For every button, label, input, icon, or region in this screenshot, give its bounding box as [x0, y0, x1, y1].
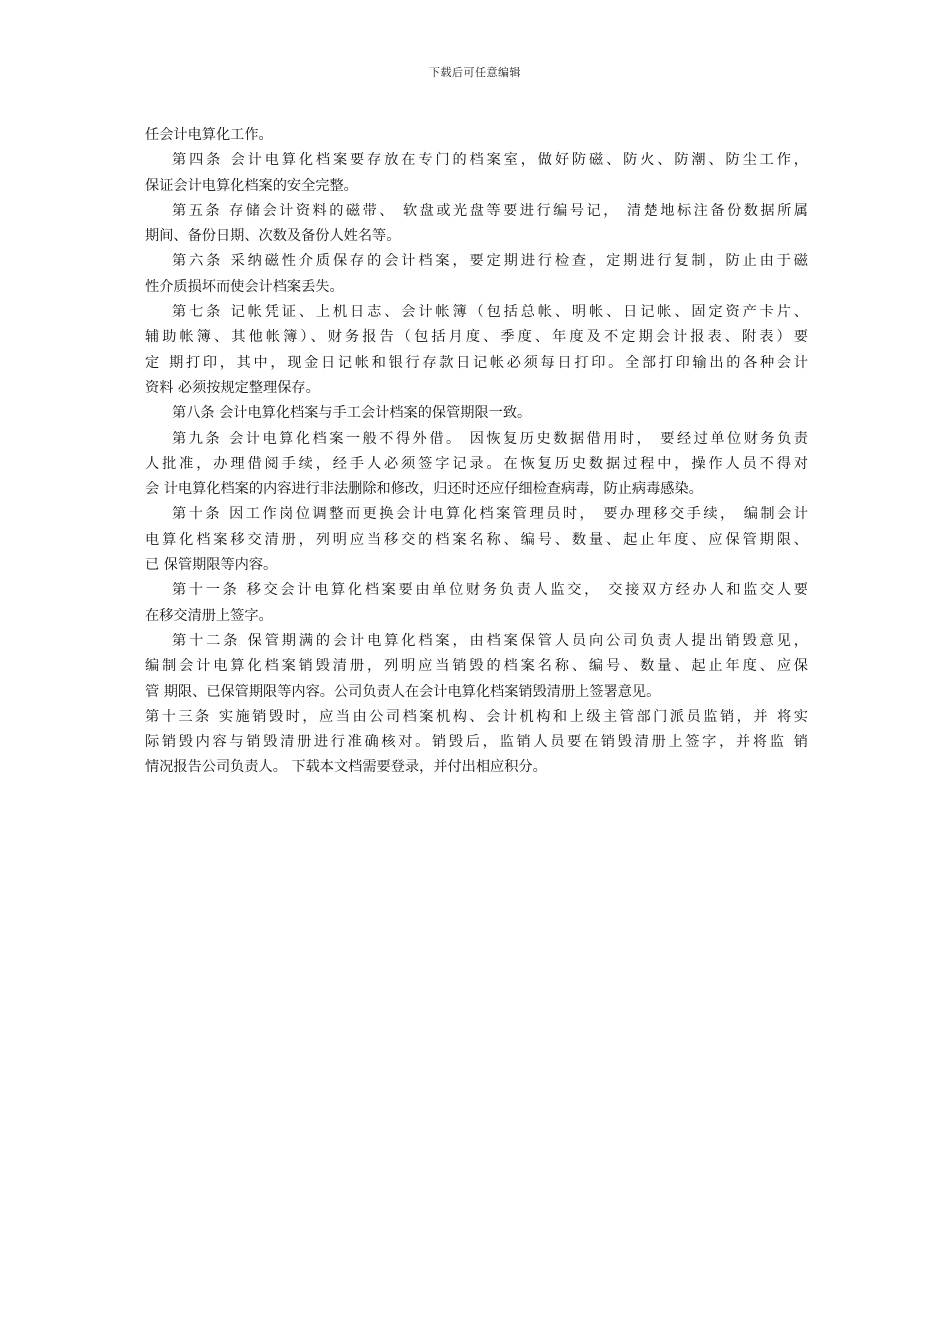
text-line: 在移交清册上签字。 — [145, 607, 273, 624]
text-line: 第九条 会计电算化档案一般不得外借。 因恢复历史数据借用时， 要经过单位财务负责 — [172, 430, 808, 447]
text-line: 保证会计电算化档案的安全完整。 — [145, 177, 358, 194]
text-line: 资料 必须按规定整理保存。 — [145, 379, 320, 396]
text-line: 第六条 采纳磁性介质保存的会计档案，要定期进行检查，定期进行复制，防止由于磁 — [172, 253, 808, 270]
text-line: 第五条 存储会计资料的磁带、 软盘或光盘等要进行编号记， 清楚地标注备份数据所属 — [172, 202, 808, 219]
text-line: 电算化档案移交清册，列明应当移交的档案名称、编号、数量、起止年度、应保管期限、 — [145, 531, 808, 548]
text-line: 第七条 记帐凭证、上机日志、会计帐簿（包括总帐、明帐、日记帐、固定资产卡片、 — [172, 304, 808, 321]
text-line: 任会计电算化工作。 — [145, 127, 273, 143]
text-line: 会 计电算化档案的内容进行非法删除和修改，归还时还应仔细检查病毒，防止病毒感染。 — [145, 481, 703, 498]
text-line: 第十三条 实施销毁时，应当由公司档案机构、会计机构和上级主管部门派员监销，并 将实 — [145, 708, 808, 725]
text-line: 辅助帐簿、其他帐簿）、财务报告（包括月度、季度、年度及不定期会计报表、附表）要 — [145, 329, 808, 346]
text-line: 第八条 会计电算化档案与手工会计档案的保管期限一致。 — [172, 405, 532, 422]
document-body — [145, 123, 808, 781]
page-header: 下载后可任意编辑 — [429, 66, 521, 79]
text-line: 第十二条 保管期满的会计电算化档案，由档案保管人员向公司负责人提出销毁意见， — [172, 632, 808, 649]
text-line: 性介质损坏而使会计档案丢失。 — [145, 278, 344, 295]
text-line: 期间、备份日期、次数及备份人姓名等。 — [145, 228, 401, 245]
text-line: 际销毁内容与销毁清册进行准确核对。销毁后，监销人员要在销毁清册上签字，并将监 销 — [145, 734, 808, 751]
text-line: 已 保管期限等内容。 — [145, 557, 278, 574]
text-line: 编制会计电算化档案销毁清册，列明应当销毁的档案名称、编号、数量、起止年度、应保 — [145, 658, 808, 675]
text-line: 第十一条 移交会计电算化档案要由单位财务负责人监交， 交接双方经办人和监交人要 — [172, 582, 808, 599]
text-line: 人批准，办理借阅手续，经手人必须签字记录。在恢复历史数据过程中，操作人员不得对 — [145, 455, 808, 472]
text-line: 定 期打印，其中，现金日记帐和银行存款日记帐必须每日打印。全部打印输出的各种会计 — [145, 354, 808, 371]
text-line: 管 期限、已保管期限等内容。公司负责人在会计电算化档案销毁清册上签署意见。 — [145, 683, 661, 700]
text-line: 第十条 因工作岗位调整而更换会计电算化档案管理员时， 要办理移交手续， 编制会计 — [172, 506, 808, 523]
text-line: 情况报告公司负责人。 下载本文档需要登录，并付出相应积分。 — [145, 759, 547, 776]
text-line: 第四条 会计电算化档案要存放在专门的档案室，做好防磁、防火、防潮、防尘工作， — [172, 152, 808, 169]
